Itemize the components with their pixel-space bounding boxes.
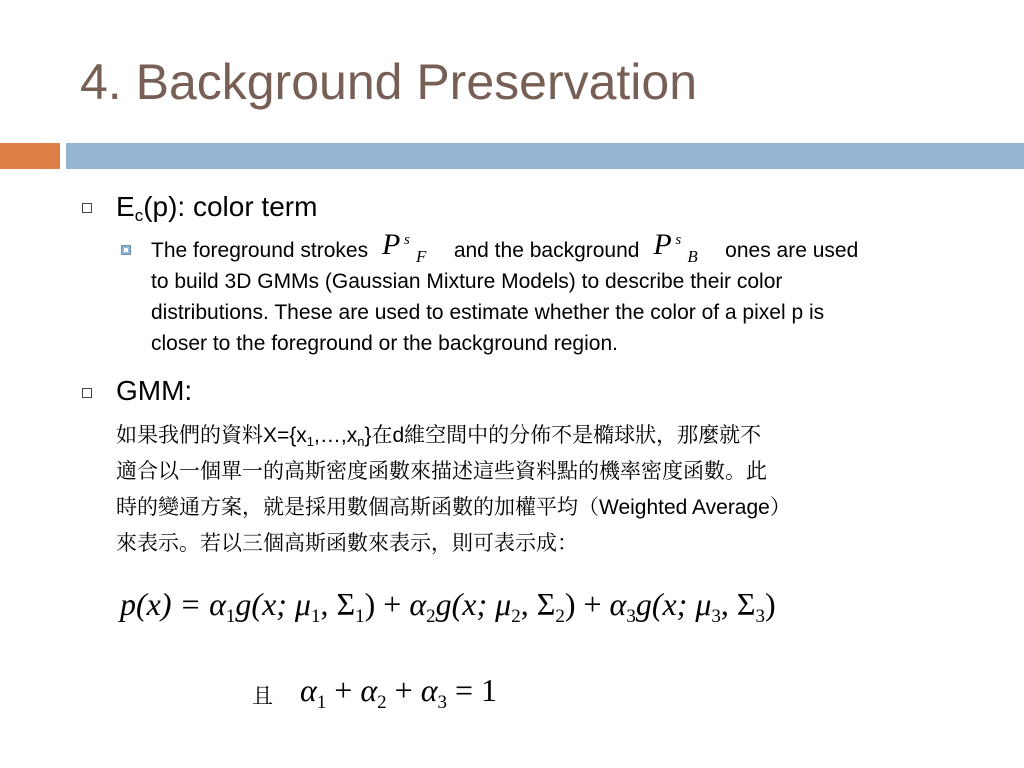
eq-alpha: α — [360, 672, 378, 708]
description-line-1 — [151, 228, 859, 266]
eq-alpha: α — [609, 586, 627, 622]
description-line-4: closer to the foreground or the background region. — [151, 332, 618, 355]
title-accent-orange-bar — [0, 143, 60, 169]
eq-sub: 1 — [225, 606, 236, 627]
eq-sigma: , Σ — [320, 586, 356, 622]
eq-g: g(x; μ — [435, 586, 512, 622]
eq-sub: 3 — [437, 692, 447, 713]
eq-sub: 1 — [316, 692, 327, 713]
eq-alpha: α — [409, 586, 427, 622]
eq-sigma: , Σ — [520, 586, 556, 622]
alpha-sum-constraint — [300, 672, 497, 714]
gmm-paragraph-line-1 — [116, 418, 791, 454]
bullet-square-icon — [82, 388, 92, 398]
para-text: 如果我們的資料X={x — [116, 424, 307, 447]
eq-sub: 3 — [626, 606, 636, 627]
eq-sub: 2 — [511, 606, 521, 627]
math-p: P — [653, 228, 672, 261]
eq-sigma: , Σ — [720, 586, 756, 622]
eq-paren: ) — [564, 586, 576, 622]
eq-plus: + — [386, 672, 421, 708]
gmm-paragraph-line-3: 時的變通方案，就是採用數個高斯函數的加權平均（Weighted Average） — [116, 496, 791, 519]
description-line-2: to build 3D GMMs (Gaussian Mixture Models) to describe their color — [151, 270, 783, 293]
math-p-sup: s — [403, 232, 410, 248]
gmm-mixture-equation — [120, 586, 776, 628]
gmm-paragraph-line-2: 適合以一個單一的高斯密度函數來描述這些資料點的機率密度函數。此 — [116, 460, 767, 483]
eq-paren: ) — [765, 586, 776, 622]
eq-sub: 1 — [355, 606, 365, 627]
para-subscript: n — [357, 434, 365, 449]
eq-plus: + — [583, 586, 602, 622]
formula-p-background — [645, 228, 719, 266]
sub-bullet-icon — [121, 245, 131, 255]
bullet-color-term — [116, 190, 317, 233]
eq-sub: 3 — [711, 606, 721, 627]
gmm-paragraph-line-4: 來表示。若以三個高斯函數來表示，則可表示成： — [116, 532, 578, 555]
para-text: ,…,x — [314, 424, 358, 447]
math-p-sub: B — [687, 247, 698, 266]
eq-equals-one: = 1 — [446, 672, 498, 708]
constraint-prefix: 且 — [252, 684, 273, 708]
desc-text-ones: ones are used — [725, 239, 859, 262]
eq-sub: 2 — [377, 692, 387, 713]
math-p: P — [381, 228, 401, 261]
color-term-label: (p): color term — [143, 191, 318, 222]
eq-lhs: p(x) = — [120, 586, 202, 622]
description-line-3: distributions. These are used to estimate whether the color of a pixel p is — [151, 301, 825, 324]
desc-text-background: and the background — [453, 239, 640, 262]
eq-plus: + — [326, 672, 361, 708]
eq-alpha: α — [209, 586, 226, 622]
color-term-symbol: E — [116, 191, 135, 222]
math-p-sub: F — [415, 247, 427, 266]
eq-sub: 2 — [555, 606, 565, 627]
bullet-gmm: GMM: — [116, 375, 193, 406]
eq-g: g(x; μ — [635, 586, 712, 622]
para-text: }在d維空間中的分佈不是橢球狀，那麼就不 — [364, 424, 762, 447]
slide-title: 4. Background Preservation — [80, 54, 698, 110]
eq-alpha: α — [420, 672, 438, 708]
desc-text-foreground: The foreground strokes — [151, 239, 369, 262]
eq-g: g(x; μ — [235, 586, 311, 622]
eq-sub: 2 — [426, 606, 436, 627]
color-term-description — [151, 228, 859, 359]
eq-sub: 1 — [310, 606, 321, 627]
eq-plus: + — [383, 586, 402, 622]
gmm-paragraph — [116, 418, 791, 562]
math-p-sup: s — [675, 232, 682, 248]
eq-sub: 3 — [755, 606, 766, 627]
title-accent-blue-bar — [66, 143, 1024, 169]
eq-alpha: α — [300, 672, 317, 708]
para-subscript: 1 — [306, 434, 315, 449]
eq-paren: ) — [364, 586, 376, 622]
color-term-subscript: c — [134, 206, 144, 225]
bullet-square-icon — [82, 203, 92, 213]
formula-p-foreground — [374, 228, 448, 266]
